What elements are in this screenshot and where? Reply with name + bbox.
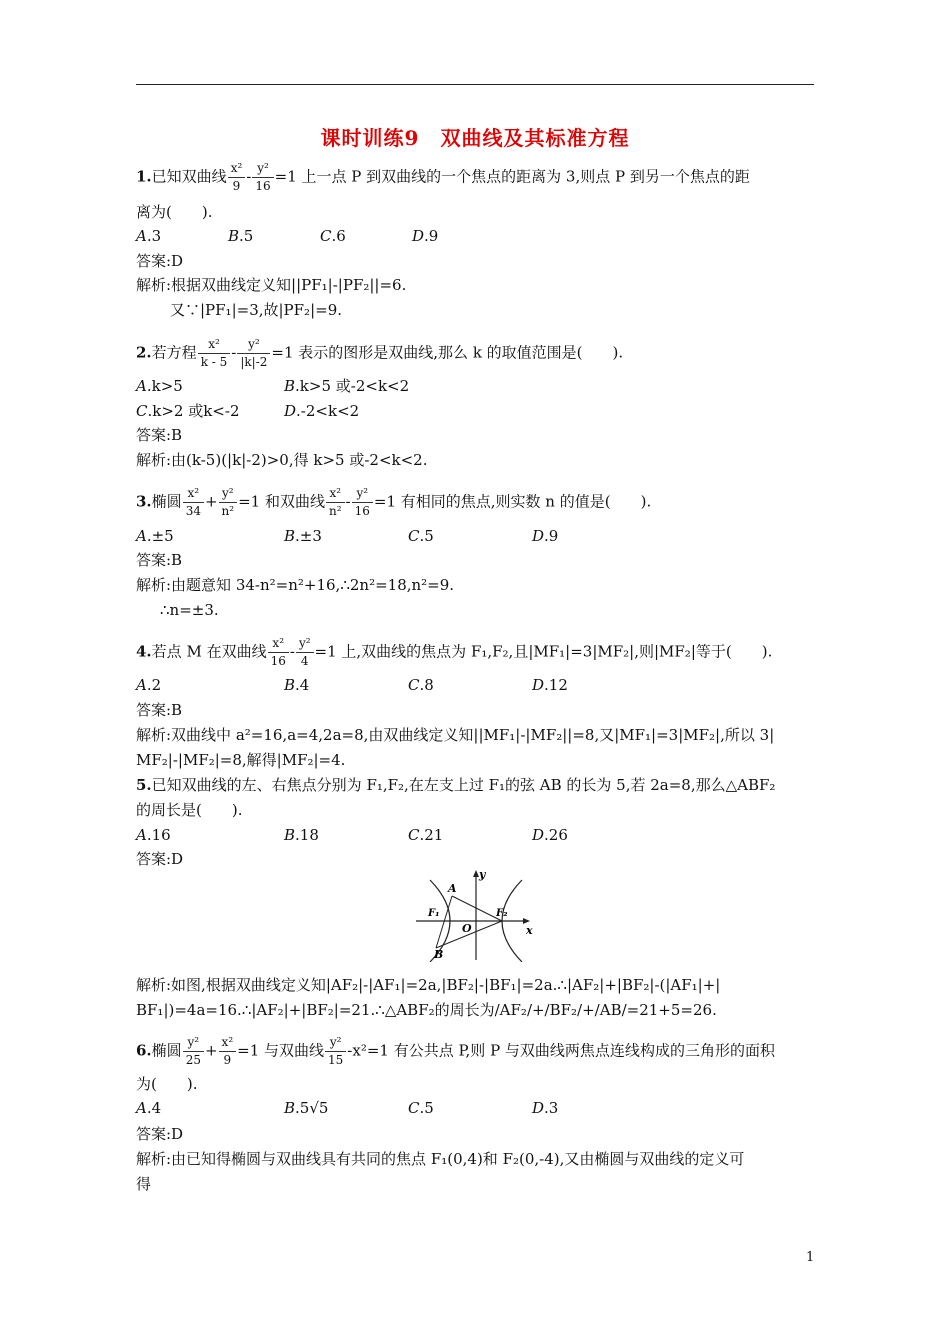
question-6-line-1: 6.椭圆 $\frac{\text{y²}}{25}$ + $\frac{\text{x²}}{9}$ =1 与双曲线 $\frac{\text{y²}}{15}$ -x²=1 有公共点 P,则 P 与双曲线两焦点连线构成的三角形的面积: [136, 1035, 775, 1067]
question-6-options: [136, 1098, 636, 1118]
question-6-explanation: 解析:由已知得椭圆与双曲线具有共同的焦点 F₁(0,4)和 F₂(0,-4),又由椭圆与双曲线的定义可: [136, 1150, 745, 1168]
question-2-options-row-1: [136, 376, 536, 396]
option-c: C.5: [408, 527, 434, 545]
question-5-line-1: 5.已知双曲线的左、右焦点分别为 F₁,F₂,在左支上过 F₁的弦 AB 的长为 5,若 2a=8,那么△ABF₂: [136, 776, 776, 794]
segment-af2: [452, 896, 502, 921]
question-1-line-2: 离为( ).: [136, 203, 213, 221]
question-2-explanation: 解析:由(k-5)(|k|-2)>0,得 k>5 或-2<k<2.: [136, 451, 428, 469]
option-b: B.18: [284, 826, 319, 844]
fraction: $\frac{\text{x²}}{16}$: [268, 635, 289, 670]
option-b: B.±3: [284, 527, 322, 545]
question-3-explanation: 解析:由题意知 34-n²=n²+16,∴2n²=18,n²=9.: [136, 576, 455, 594]
fraction: $\frac{\text{x²}}{\text{n²}}$: [326, 485, 345, 520]
question-1-options: [136, 226, 536, 246]
question-1-answer: 答案:D: [136, 252, 184, 270]
question-3-options: [136, 526, 636, 546]
option-c: C.6: [320, 227, 346, 245]
question-2-options-row-2: [136, 401, 536, 421]
option-c: C.8: [408, 676, 434, 694]
option-b: B.5: [228, 227, 254, 245]
question-2-answer: 答案:B: [136, 426, 183, 444]
question-5-answer: 答案:D: [136, 850, 184, 868]
question-6-explanation-2: 得: [136, 1175, 152, 1193]
option-a: A.2: [136, 676, 162, 694]
fraction: $\frac{\text{y²}}{16}$: [252, 160, 273, 195]
option-d: D.9: [532, 527, 559, 545]
page-title: 课时训练9 双曲线及其标准方程: [320, 126, 630, 150]
option-a: A.3: [136, 227, 162, 245]
option-a: A.±5: [136, 527, 174, 545]
option-d: D.-2<k<2: [284, 402, 360, 420]
fraction: $\frac{\text{y²}}{25}$: [183, 1034, 204, 1069]
question-5-explanation-2: BF₁|)=4a=16.∴|AF₂|+|BF₂|=21.∴△ABF₂的周长为/AF₂/+/BF₂/+/AB/=21+5=26.: [136, 1001, 717, 1019]
label-x: x: [526, 924, 533, 937]
fraction: $\frac{\text{y²}}{\text{n²}}$: [219, 485, 238, 520]
fraction: $\frac{\text{y²}}{|k|-2}$: [237, 336, 270, 371]
label-b: B: [434, 948, 444, 961]
question-4-line-1: 4.若点 M 在双曲线 $\frac{\text{x²}}{16}$ - $\frac{\text{y²}}{4}$ =1 上,双曲线的焦点为 F₁,F₂,且|MF₁|=3|MF₂|,则|MF₂|等于( ).: [136, 636, 773, 668]
question-4-options: [136, 675, 636, 695]
option-d: D.9: [412, 227, 439, 245]
option-c: C.5: [408, 1099, 434, 1117]
option-d: D.26: [532, 826, 568, 844]
option-c: C.k>2 或k<-2: [136, 402, 240, 420]
question-1-line-1: 1.已知双曲线 $\frac{\text{x²}}{9}$ - $\frac{\text{y²}}{16}$ =1 上一点 P 到双曲线的一个焦点的距离为 3,则点 P 到另一个焦点的距: [136, 161, 750, 193]
option-d: D.12: [532, 676, 568, 694]
fraction: $\frac{\text{x²}}{k - 5}$: [198, 336, 231, 371]
question-6-answer: 答案:D: [136, 1125, 184, 1143]
fraction: $\frac{\text{x²}}{9}$: [219, 1034, 237, 1069]
question-2-line-1: 2.若方程 $\frac{\text{x²}}{k - 5}$ - $\frac{\text{y²}}{|k|-2}$ =1 表示的图形是双曲线,那么 k 的取值范围是( ).: [136, 337, 624, 369]
question-6-line-2: 为( ).: [136, 1075, 198, 1093]
option-b: B.k>5 或-2<k<2: [284, 377, 410, 395]
question-4-answer: 答案:B: [136, 701, 183, 719]
fraction: $\frac{\text{y²}}{15}$: [325, 1034, 346, 1069]
fraction: $\frac{\text{y²}}{4}$: [296, 635, 314, 670]
question-3-line-1: 3.椭圆 $\frac{\text{x²}}{34}$ + $\frac{\text{y²}}{\text{n²}}$ =1 和双曲线 $\frac{\text{x²}}{\text{n²}}$ - $\frac{\text{y²}}{16}$ =1 有相同的焦点,则实数 n 的值是( ).: [136, 486, 652, 518]
label-f1: F₁: [428, 908, 440, 919]
page-number: 1: [806, 1250, 815, 1265]
question-5-line-2: 的周长是( ).: [136, 801, 243, 819]
question-1-explanation: 解析:根据双曲线定义知||PF₁|-|PF₂||=6.: [136, 276, 407, 294]
label-f2: F₂: [496, 908, 508, 919]
option-d: D.3: [532, 1099, 559, 1117]
option-b: B.5√5: [284, 1099, 329, 1117]
option-c: C.21: [408, 826, 444, 844]
question-3-answer: 答案:B: [136, 551, 183, 569]
question-5-options: [136, 825, 636, 845]
question-4-explanation-2: MF₂|-|MF₂|=8,解得|MF₂|=4.: [136, 751, 346, 769]
label-y: y: [479, 868, 486, 881]
fraction: $\frac{\text{y²}}{16}$: [352, 485, 373, 520]
question-1-explanation-2: 又∵|PF₁|=3,故|PF₂|=9.: [170, 301, 343, 319]
header-rule: [136, 84, 814, 85]
fraction: $\frac{\text{x²}}{34}$: [183, 485, 204, 520]
fraction: $\frac{\text{x²}}{9}$: [228, 160, 246, 195]
label-origin: O: [462, 922, 472, 935]
option-b: B.4: [284, 676, 310, 694]
hyperbola-figure: [412, 866, 536, 962]
question-5-explanation: 解析:如图,根据双曲线定义知|AF₂|-|AF₁|=2a,|BF₂|-|BF₁|=2a.∴|AF₂|+|BF₂|-(|AF₁|+|: [136, 976, 721, 994]
option-a: A.k>5: [136, 377, 183, 395]
option-a: A.16: [136, 826, 171, 844]
question-3-explanation-2: ∴n=±3.: [160, 601, 219, 619]
option-a: A.4: [136, 1099, 162, 1117]
label-a: A: [448, 882, 457, 895]
question-4-explanation: 解析:双曲线中 a²=16,a=4,2a=8,由双曲线定义知||MF₁|-|MF₂||=8,又|MF₁|=3|MF₂|,所以 3|: [136, 726, 775, 744]
hyperbola-diagram: [412, 866, 536, 962]
